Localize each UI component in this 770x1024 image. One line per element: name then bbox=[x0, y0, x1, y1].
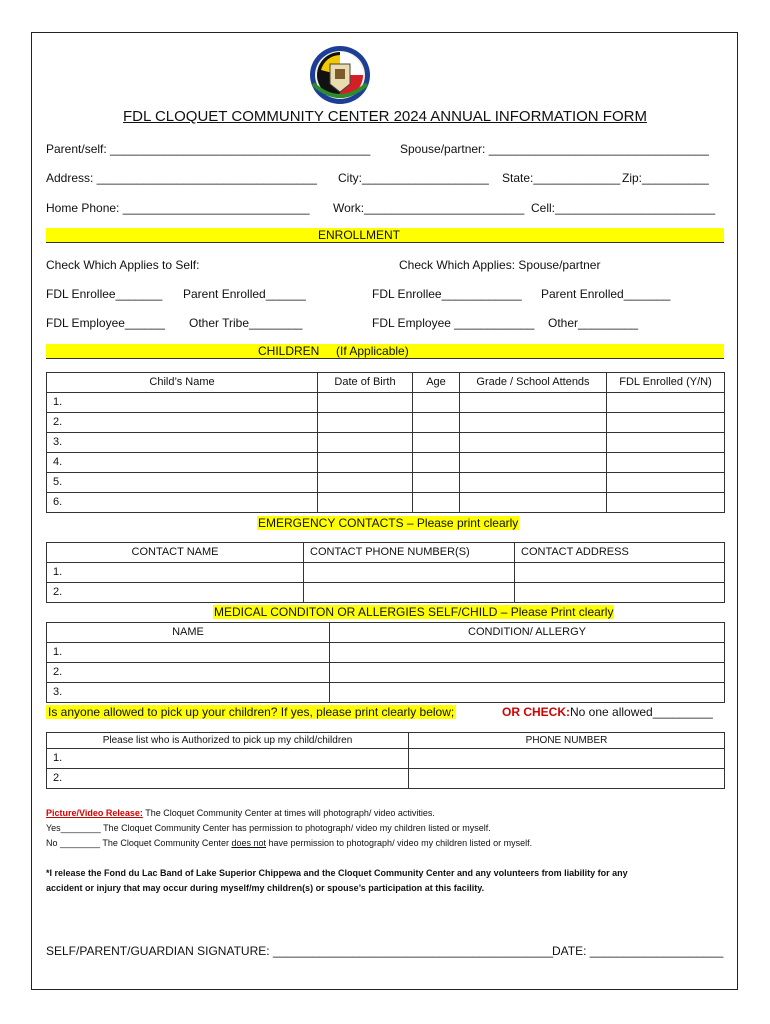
row-number[interactable]: 2. bbox=[47, 583, 304, 603]
row-number[interactable]: 4. bbox=[47, 453, 318, 473]
cell-grade[interactable] bbox=[460, 393, 607, 413]
spouse-applies-label: Check Which Applies: Spouse/partner bbox=[399, 258, 601, 272]
cell-phone[interactable] bbox=[304, 583, 515, 603]
table-row bbox=[47, 433, 725, 453]
medical-table-header bbox=[47, 623, 725, 643]
cell-condition[interactable] bbox=[330, 683, 725, 703]
cell-grade[interactable] bbox=[460, 453, 607, 473]
spouse-fdl-employee-check[interactable]: FDL Employee ____________ bbox=[372, 316, 535, 330]
cell-grade[interactable] bbox=[460, 493, 607, 513]
home-phone-field[interactable]: Home Phone: ____________________________ bbox=[46, 201, 310, 215]
table-row bbox=[47, 769, 725, 789]
medical-heading: MEDICAL CONDITON OR ALLERGIES SELF/CHILD – Please Print clearly bbox=[214, 605, 614, 619]
table-row bbox=[47, 473, 725, 493]
cell-age[interactable] bbox=[413, 453, 460, 473]
table-row bbox=[47, 413, 725, 433]
emergency-table bbox=[46, 542, 725, 603]
col-name: NAME bbox=[47, 623, 330, 643]
cell-dob[interactable] bbox=[318, 493, 413, 513]
form-title: FDL CLOQUET COMMUNITY CENTER 2024 ANNUAL INFORMATION FORM bbox=[123, 108, 647, 125]
release-no-line[interactable] bbox=[46, 838, 532, 848]
self-fdl-employee-check[interactable]: FDL Employee______ bbox=[46, 316, 165, 330]
table-row bbox=[47, 453, 725, 473]
table-row bbox=[47, 393, 725, 413]
children-heading-note: (If Applicable) bbox=[336, 344, 409, 358]
address-field[interactable]: Address: _________________________________ bbox=[46, 171, 317, 185]
fdl-seal-logo-icon bbox=[307, 44, 373, 106]
row-number[interactable]: 3. bbox=[47, 683, 330, 703]
cell-dob[interactable] bbox=[318, 453, 413, 473]
cell-grade[interactable] bbox=[460, 473, 607, 493]
row-number[interactable]: 1. bbox=[47, 563, 304, 583]
cell-grade[interactable] bbox=[460, 433, 607, 453]
cell-condition[interactable] bbox=[330, 643, 725, 663]
enrollment-heading: ENROLLMENT bbox=[318, 228, 401, 242]
children-heading: CHILDREN bbox=[258, 344, 320, 358]
cell-dob[interactable] bbox=[318, 433, 413, 453]
cell-dob[interactable] bbox=[318, 473, 413, 493]
col-contact-address: CONTACT ADDRESS bbox=[515, 543, 725, 563]
col-childs-name: Child’s Name bbox=[47, 373, 318, 393]
cell-enrolled[interactable] bbox=[607, 393, 725, 413]
release-no-prefix: No ________ The Cloquet Community Center bbox=[46, 838, 232, 848]
cell-enrolled[interactable] bbox=[607, 413, 725, 433]
children-table-header bbox=[47, 373, 725, 393]
parent-self-field[interactable]: Parent/self: _______________________________________ bbox=[46, 142, 371, 156]
cell-address[interactable] bbox=[515, 583, 725, 603]
cell-condition[interactable] bbox=[330, 663, 725, 683]
row-number[interactable]: 2. bbox=[47, 413, 318, 433]
col-age: Age bbox=[413, 373, 460, 393]
col-grade-school: Grade / School Attends bbox=[460, 373, 607, 393]
cell-grade[interactable] bbox=[460, 413, 607, 433]
table-row bbox=[47, 583, 725, 603]
cell-enrolled[interactable] bbox=[607, 453, 725, 473]
medical-table bbox=[46, 622, 725, 703]
cell-phone[interactable] bbox=[304, 563, 515, 583]
spouse-partner-field[interactable]: Spouse/partner: _________________________________ bbox=[400, 142, 709, 156]
emergency-heading: EMERGENCY CONTACTS – Please print clearly bbox=[258, 516, 519, 530]
cell-age[interactable] bbox=[413, 433, 460, 453]
liability-line-1: *I release the Fond du Lac Band of Lake Superior Chippewa and the Cloquet Community Center and any volunteers from liability for any bbox=[46, 868, 628, 878]
cell-age[interactable] bbox=[413, 413, 460, 433]
signature-field[interactable]: SELF/PARENT/GUARDIAN SIGNATURE: __________________________________________ bbox=[46, 944, 554, 958]
self-applies-label: Check Which Applies to Self: bbox=[46, 258, 200, 272]
cell-address[interactable] bbox=[515, 563, 725, 583]
pickup-question: Is anyone allowed to pick up your children? If yes, please print clearly below; bbox=[48, 705, 455, 719]
no-one-allowed-check[interactable]: No one allowed_________ bbox=[570, 705, 713, 719]
date-field[interactable]: DATE: ____________________ bbox=[552, 944, 724, 958]
release-text: The Cloquet Community Center at times will photograph/ video activities. bbox=[142, 808, 435, 818]
row-number[interactable]: 6. bbox=[47, 493, 318, 513]
pickup-table bbox=[46, 732, 725, 789]
self-other-tribe-check[interactable]: Other Tribe________ bbox=[189, 316, 303, 330]
table-row bbox=[47, 563, 725, 583]
release-label: Picture/Video Release: bbox=[46, 808, 143, 818]
cell-phone[interactable] bbox=[409, 769, 725, 789]
cell-enrolled[interactable] bbox=[607, 433, 725, 453]
spouse-fdl-enrollee-check[interactable]: FDL Enrollee____________ bbox=[372, 287, 522, 301]
liability-line-2: accident or injury that may occur during myself/my children(s) or spouse’s participation at this facility. bbox=[46, 883, 485, 893]
col-contact-name: CONTACT NAME bbox=[47, 543, 304, 563]
row-number[interactable]: 2. bbox=[47, 769, 409, 789]
release-no-emphasis: does not bbox=[231, 838, 266, 848]
col-fdl-enrolled: FDL Enrolled (Y/N) bbox=[607, 373, 725, 393]
row-number[interactable]: 5. bbox=[47, 473, 318, 493]
self-fdl-enrollee-check[interactable]: FDL Enrollee_______ bbox=[46, 287, 163, 301]
work-field[interactable]: Work:________________________ bbox=[333, 201, 525, 215]
children-table bbox=[46, 372, 725, 513]
col-condition-allergy: CONDITION/ ALLERGY bbox=[330, 623, 725, 643]
row-number[interactable]: 1. bbox=[47, 393, 318, 413]
release-no-suffix: have permission to photograph/ video my children listed or myself. bbox=[265, 838, 533, 848]
or-check-label: OR CHECK: bbox=[502, 705, 570, 719]
table-row bbox=[47, 643, 725, 663]
release-statement bbox=[46, 808, 435, 818]
enrollment-heading-bar bbox=[46, 228, 724, 243]
col-phone-number: PHONE NUMBER bbox=[409, 733, 725, 749]
table-row bbox=[47, 663, 725, 683]
row-number[interactable]: 2. bbox=[47, 663, 330, 683]
cell-age[interactable] bbox=[413, 493, 460, 513]
self-parent-enrolled-check[interactable]: Parent Enrolled______ bbox=[183, 287, 306, 301]
cell-enrolled[interactable] bbox=[607, 493, 725, 513]
table-row bbox=[47, 493, 725, 513]
row-number[interactable]: 1. bbox=[47, 749, 409, 769]
cell-enrolled[interactable] bbox=[607, 473, 725, 493]
children-heading-bar bbox=[46, 344, 724, 359]
spouse-other-check[interactable]: Other_________ bbox=[548, 316, 639, 330]
zip-field[interactable]: Zip:__________ bbox=[622, 171, 709, 185]
city-field[interactable]: City:___________________ bbox=[338, 171, 489, 185]
spouse-parent-enrolled-check[interactable]: Parent Enrolled_______ bbox=[541, 287, 671, 301]
col-authorized-person: Please list who is Authorized to pick up my child/children bbox=[47, 733, 409, 749]
emergency-table-header bbox=[47, 543, 725, 563]
cell-age[interactable] bbox=[413, 393, 460, 413]
row-number[interactable]: 1. bbox=[47, 643, 330, 663]
cell-dob[interactable] bbox=[318, 393, 413, 413]
col-date-of-birth: Date of Birth bbox=[318, 373, 413, 393]
cell-phone[interactable] bbox=[409, 749, 725, 769]
row-number[interactable]: 3. bbox=[47, 433, 318, 453]
state-field[interactable]: State:_____________ bbox=[502, 171, 621, 185]
table-row bbox=[47, 749, 725, 769]
pickup-table-header bbox=[47, 733, 725, 749]
table-row bbox=[47, 683, 725, 703]
release-yes-line[interactable]: Yes________ The Cloquet Community Center has permission to photograph/ video my children listed or myself. bbox=[46, 823, 491, 833]
cell-age[interactable] bbox=[413, 473, 460, 493]
cell-field[interactable]: Cell:________________________ bbox=[531, 201, 716, 215]
cell-dob[interactable] bbox=[318, 413, 413, 433]
col-contact-phone: CONTACT PHONE NUMBER(S) bbox=[304, 543, 515, 563]
